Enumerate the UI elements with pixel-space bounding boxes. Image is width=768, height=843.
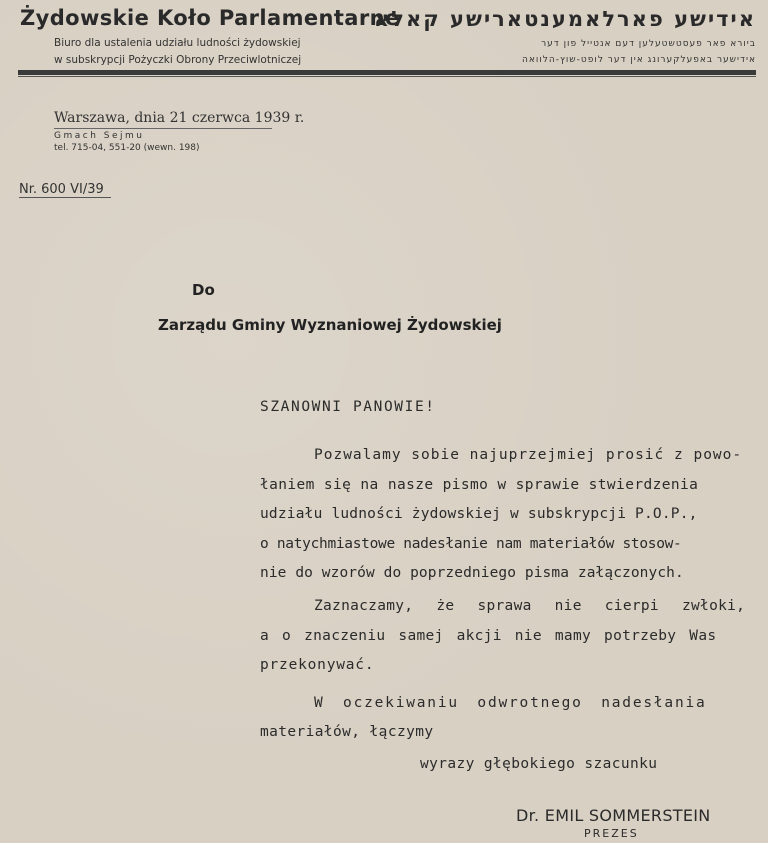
body-line: materiałów, łączymy [260, 724, 434, 740]
reference-underline [19, 197, 111, 198]
reference-number: Nr. 600 VI/39 [19, 182, 104, 197]
body-line: udziału ludności żydowskiej w subskrypcji P.O.P., [260, 506, 698, 522]
body-line: W oczekiwaniu odwrotnego nadesłania [314, 695, 707, 711]
salutation: SZANOWNI PANOWIE! [260, 399, 436, 415]
organization-name-polish: Żydowskie Koło Parlamentarne [20, 6, 400, 30]
closing-line: wyrazy głębokiego szacunku [420, 756, 658, 772]
body-line: a o znaczeniu samej akcji nie mamy potrzeby Was [260, 628, 717, 644]
building-name: Gmach Sejmu [54, 131, 145, 141]
organization-name-yiddish: אידישע פארלאמענטארישע קאלא [373, 7, 756, 31]
signatory-name: Dr. EMIL SOMMERSTEIN [516, 806, 711, 825]
body-line: Pozwalamy sobie najuprzejmiej prosić z powo- [314, 447, 743, 463]
body-line: Zaznaczamy, że sprawa nie cierpi zwłoki, [314, 598, 746, 614]
recipient-name: Zarządu Gminy Wyznaniowej Żydowskiej [158, 316, 502, 334]
letter-date: Warszawa, dnia 21 czerwca 1939 r. [54, 110, 305, 126]
phone-numbers: tel. 715-04, 551-20 (wewn. 198) [54, 143, 200, 153]
office-description-yiddish-1: ביורא פאר פעסטשטעלען דעם אנטייל פון דער [541, 39, 756, 49]
header-rule-thin [18, 76, 756, 77]
office-description-line-2: w subskrypcji Pożyczki Obrony Przeciwlotniczej [54, 54, 302, 66]
date-underline [54, 128, 272, 129]
body-line: przekonywać. [260, 657, 375, 673]
signatory-title: PREZES [584, 827, 639, 840]
office-description-yiddish-2: אידישער באפעלקערונג אין דער לופט-שוץ-הלוואה [521, 55, 756, 65]
body-line: nie do wzorów do poprzedniego pisma załączonych. [260, 565, 684, 581]
address-to: Do [192, 281, 215, 299]
header-rule [18, 70, 756, 75]
office-description-line-1: Biuro dla ustalenia udziału ludności żydowskiej [54, 37, 301, 49]
body-line: o natychmiastowe nadesłanie nam materiałów stosow- [260, 536, 682, 552]
body-line: łaniem się na nasze pismo w sprawie stwierdzenia [260, 477, 699, 493]
